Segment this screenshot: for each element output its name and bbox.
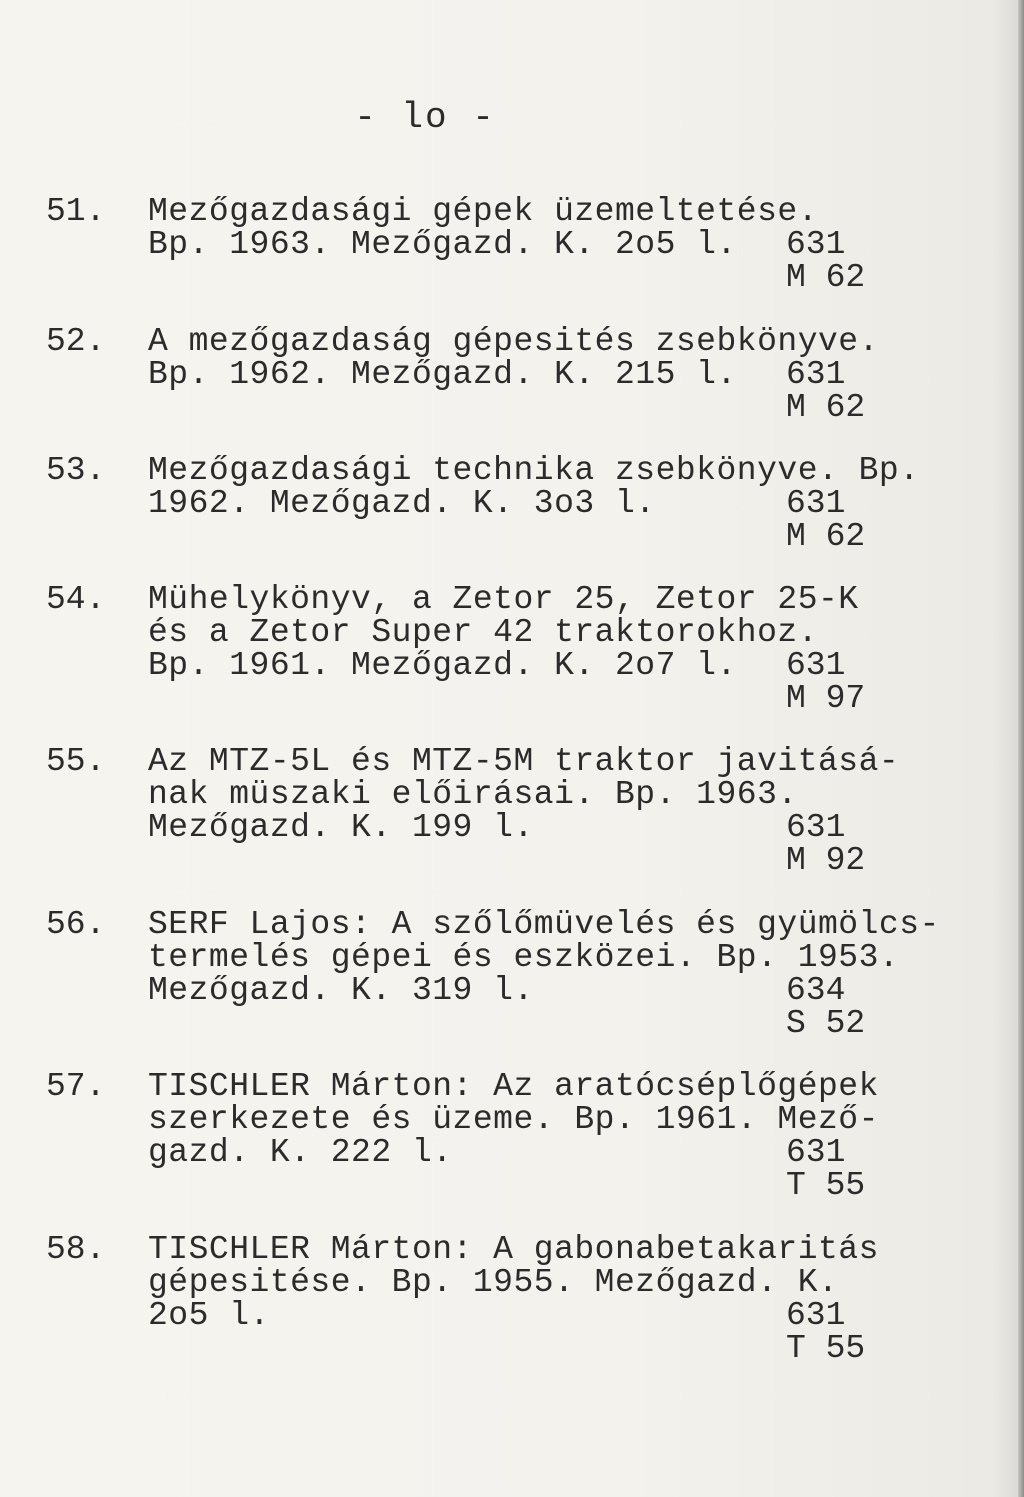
- entry-text-line: Mezőgazdasági technika zsebkönyve. Bp.: [148, 452, 920, 489]
- entry-text-line: és a Zetor Super 42 traktorokhoz.: [148, 614, 819, 651]
- entry-text-line: nak müszaki előirásai. Bp. 1963.: [148, 776, 798, 813]
- entry-text-line: szerkezete és üzeme. Bp. 1961. Mező-: [148, 1101, 879, 1138]
- entry-text-line: termelés gépei és eszközei. Bp. 1953.: [148, 939, 900, 976]
- entry-text-line: 2o5 l.: [148, 1297, 270, 1334]
- entry-number: 52.: [46, 323, 106, 360]
- entry-text-line: gépesitése. Bp. 1955. Mezőgazd. K.: [148, 1264, 839, 1301]
- call-number-class: 631: [786, 647, 846, 684]
- entry-number: 57.: [46, 1068, 106, 1105]
- entry-text-line: SERF Lajos: A szőlőmüvelés és gyümölcs-: [148, 906, 940, 943]
- call-number-class: 631: [786, 356, 846, 393]
- entry-text-line: Bp. 1962. Mezőgazd. K. 215 l.: [148, 356, 737, 393]
- call-number-mark: T 55: [786, 1330, 866, 1367]
- entry-text-line: Bp. 1961. Mezőgazd. K. 2o7 l.: [148, 647, 737, 684]
- entry-number: 54.: [46, 581, 106, 618]
- call-number-class: 631: [786, 1134, 846, 1171]
- entry-text-line: 1962. Mezőgazd. K. 3o3 l.: [148, 485, 656, 522]
- call-number-mark: M 62: [786, 259, 866, 296]
- entry-number: 55.: [46, 743, 106, 780]
- entry-text-line: TISCHLER Márton: A gabonabetakaritás: [148, 1231, 879, 1268]
- call-number-mark: M 97: [786, 680, 866, 717]
- call-number-mark: S 52: [786, 1005, 866, 1042]
- entry-text-line: gazd. K. 222 l.: [148, 1134, 453, 1171]
- entry-text-line: Bp. 1963. Mezőgazd. K. 2o5 l.: [148, 226, 737, 263]
- call-number-class: 631: [786, 226, 846, 263]
- call-number-class: 634: [786, 972, 846, 1009]
- page-number: - lo -: [354, 97, 496, 138]
- entry-text-line: A mezőgazdaság gépesités zsebkönyve.: [148, 323, 879, 360]
- entry-number: 58.: [46, 1231, 106, 1268]
- call-number-class: 631: [786, 1297, 846, 1334]
- entry-text-line: TISCHLER Márton: Az aratócséplőgépek: [148, 1068, 879, 1105]
- entry-number: 56.: [46, 906, 106, 943]
- call-number-mark: T 55: [786, 1167, 866, 1204]
- call-number-mark: M 62: [786, 518, 866, 555]
- entry-number: 53.: [46, 452, 106, 489]
- call-number-mark: M 62: [786, 389, 866, 426]
- page-edge-shadow: [1018, 0, 1024, 1497]
- entry-text-line: Az MTZ-5L és MTZ-5M traktor javitásá-: [148, 743, 900, 780]
- entry-text-line: Mezőgazdasági gépek üzemeltetése.: [148, 193, 819, 230]
- call-number-class: 631: [786, 809, 846, 846]
- call-number-mark: M 92: [786, 842, 866, 879]
- call-number-class: 631: [786, 485, 846, 522]
- entry-number: 51.: [46, 193, 106, 230]
- entry-text-line: Mezőgazd. K. 319 l.: [148, 972, 534, 1009]
- entry-text-line: Mühelykönyv, a Zetor 25, Zetor 25-K: [148, 581, 859, 618]
- entry-text-line: Mezőgazd. K. 199 l.: [148, 809, 534, 846]
